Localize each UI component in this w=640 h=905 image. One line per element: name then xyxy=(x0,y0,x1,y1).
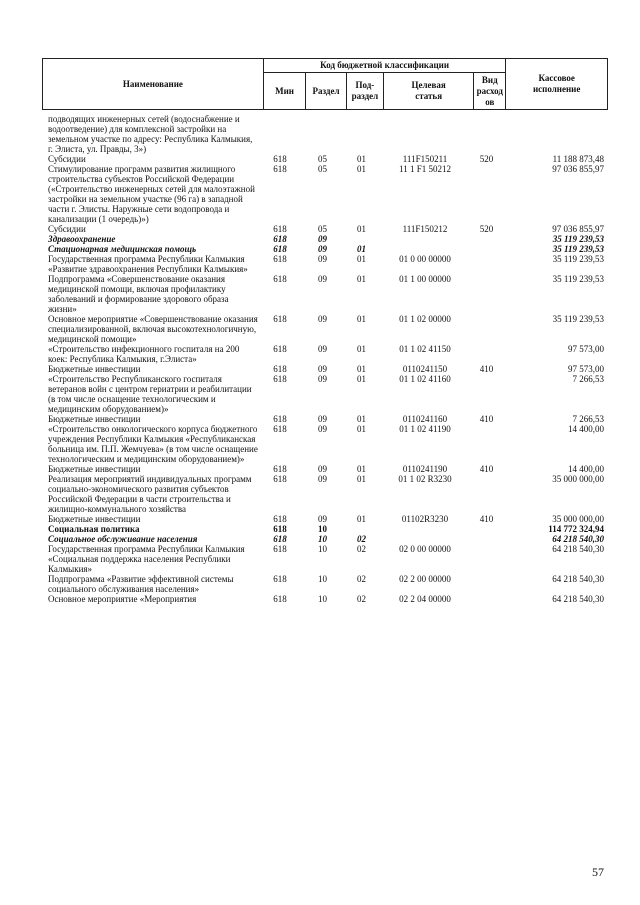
cell-sec: 09 xyxy=(318,414,327,424)
cell-sub: 01 xyxy=(357,464,366,474)
cell-name: Основное мероприятие «Мероприятия xyxy=(48,594,197,604)
cell-amt: 35 119 239,53 xyxy=(552,234,604,244)
table-row xyxy=(42,164,608,224)
cell-amt: 11 188 873,48 xyxy=(552,154,604,164)
header-amount: Кассовое исполнение xyxy=(506,59,608,110)
cell-min: 618 xyxy=(273,544,287,554)
cell-amt: 35 119 239,53 xyxy=(552,244,604,254)
cell-min: 618 xyxy=(273,424,287,434)
cell-sec: 09 xyxy=(318,274,327,284)
table-row xyxy=(42,374,608,414)
cell-name: Социальная политика xyxy=(48,524,140,534)
cell-tgt: 0110241150 xyxy=(402,364,448,374)
cell-tgt: 0110241160 xyxy=(402,414,448,424)
cell-amt: 35 119 239,53 xyxy=(552,254,604,264)
cell-name: «Строительство онкологического корпуса бюджетного учреждения Республики Калмыкия «Республиканская больница им. П.П. Жемчуева» (в том числе оснащение технологическим и медицинским оборудованием)» xyxy=(48,424,258,464)
cell-name: Бюджетные инвестиции xyxy=(48,464,141,474)
cell-amt: 64 218 540,30 xyxy=(552,594,604,604)
cell-tgt: 01102R3230 xyxy=(401,514,449,524)
cell-amt: 64 218 540,30 xyxy=(552,574,604,584)
cell-sub: 01 xyxy=(357,374,366,384)
cell-name: Субсидии xyxy=(48,154,86,164)
cell-min: 618 xyxy=(273,594,287,604)
cell-name: Реализация мероприятий индивидуальных программ социально-экономического развития субъектов Российской Федерации в части строительства и жилищно-коммунального хозяйства xyxy=(48,474,252,514)
cell-sec: 09 xyxy=(318,364,327,374)
header-min: Мин xyxy=(263,73,306,110)
table-row xyxy=(42,534,608,544)
cell-sec: 09 xyxy=(318,514,327,524)
cell-amt: 7 266,53 xyxy=(572,414,604,424)
cell-sec: 10 xyxy=(318,574,327,584)
cell-sec: 09 xyxy=(318,474,327,484)
table-row xyxy=(42,224,608,234)
cell-sub: 01 xyxy=(357,424,366,434)
cell-sub: 01 xyxy=(357,314,366,324)
cell-sub: 01 xyxy=(357,154,366,164)
cell-sec: 09 xyxy=(318,244,327,254)
cell-sec: 09 xyxy=(318,314,327,324)
table-row xyxy=(42,234,608,244)
cell-sub: 01 xyxy=(357,244,366,254)
table-row xyxy=(42,314,608,344)
cell-min: 618 xyxy=(273,234,287,244)
cell-exp: 520 xyxy=(479,154,494,164)
cell-min: 618 xyxy=(273,164,287,174)
cell-name: Государственная программа Республики Калмыкия «Социальная поддержка населения Республики Калмыкия» xyxy=(48,544,245,574)
cell-tgt: 01 1 02 00000 xyxy=(399,314,451,324)
header-name: Наименование xyxy=(43,59,264,110)
table-row xyxy=(42,254,608,274)
cell-sec: 09 xyxy=(318,374,327,384)
table-row xyxy=(42,344,608,364)
cell-sec: 05 xyxy=(318,164,327,174)
cell-amt: 97 036 855,97 xyxy=(552,164,604,174)
cell-name: Бюджетные инвестиции xyxy=(48,364,141,374)
cell-name: Бюджетные инвестиции xyxy=(48,514,141,524)
cell-name: Стимулирование программ развития жилищного строительства субъектов Российской Федерации («Строительство инженерных сетей для малоэтажной застройки на земельном участке (96 га) в западной части г. Элисты. Наружные сети водопровода и канализации (1 очередь)») xyxy=(48,164,255,224)
cell-sub: 01 xyxy=(357,164,366,174)
cell-exp: 410 xyxy=(479,364,494,374)
table-row xyxy=(42,594,608,604)
cell-min: 618 xyxy=(273,274,287,284)
table-row xyxy=(42,274,608,314)
table-row xyxy=(42,464,608,474)
cell-exp: 410 xyxy=(479,464,494,474)
cell-sub: 01 xyxy=(357,344,366,354)
cell-amt: 97 573,00 xyxy=(568,344,604,354)
cell-name: Подпрограмма «Совершенствование оказания медицинской помощи, включая профилактику заболеваний и формирование здорового образа жизни» xyxy=(48,274,229,314)
cell-sub: 02 xyxy=(357,594,366,604)
cell-tgt: 111F150211 xyxy=(402,154,448,164)
header-section: Раздел xyxy=(306,73,346,110)
cell-name: «Строительство Республиканского госпиталя ветеранов войн с центром гериатрии и реабилитации (в том числе оснащение технологическим и медицинским оборудованием)» xyxy=(48,374,252,414)
cell-tgt: 01 1 02 41190 xyxy=(399,424,451,434)
table-row xyxy=(42,544,608,574)
cell-min: 618 xyxy=(273,224,287,234)
cell-name: Стационарная медицинская помощь xyxy=(48,244,197,254)
cell-amt: 64 218 540,30 xyxy=(552,544,604,554)
cell-sec: 09 xyxy=(318,234,327,244)
cell-sub: 01 xyxy=(357,364,366,374)
cell-sec: 10 xyxy=(318,594,327,604)
cell-sub: 02 xyxy=(357,544,366,554)
cell-min: 618 xyxy=(273,574,287,584)
cell-sub: 01 xyxy=(357,254,366,264)
cell-amt: 114 772 324,94 xyxy=(548,524,604,534)
cell-amt: 14 400,00 xyxy=(568,424,604,434)
cell-sec: 09 xyxy=(318,344,327,354)
table-row xyxy=(42,424,608,464)
cell-sub: 01 xyxy=(357,414,366,424)
cell-sec: 09 xyxy=(318,254,327,264)
cell-exp: 520 xyxy=(479,224,494,234)
cell-name: Здравоохранение xyxy=(48,234,116,244)
table-row xyxy=(42,524,608,534)
cell-min: 618 xyxy=(273,154,287,164)
cell-amt: 97 036 855,97 xyxy=(552,224,604,234)
table-body xyxy=(42,114,608,604)
cell-min: 618 xyxy=(273,534,287,544)
cell-amt: 35 119 239,53 xyxy=(552,274,604,284)
cell-sec: 10 xyxy=(318,544,327,554)
cell-min: 618 xyxy=(273,374,287,384)
cell-tgt: 02 2 00 00000 xyxy=(399,574,451,584)
page-number: 57 xyxy=(592,865,604,879)
cell-sec: 05 xyxy=(318,224,327,234)
cell-tgt: 0110241190 xyxy=(402,464,448,474)
cell-amt: 35 000 000,00 xyxy=(552,514,604,524)
table-row xyxy=(42,474,608,514)
cell-tgt: 11 1 F1 50212 xyxy=(399,164,451,174)
cell-min: 618 xyxy=(273,524,287,534)
table-row xyxy=(42,574,608,594)
cell-name: подводящих инженерных сетей (водоснабжение и водоотведение) для комплексной застройки на земельном участке по адресу: Республика Калмыкия, г. Элиста, ул. Правды, 3») xyxy=(48,114,253,154)
cell-min: 618 xyxy=(273,514,287,524)
cell-exp: 410 xyxy=(479,414,494,424)
cell-name: Субсидии xyxy=(48,224,86,234)
cell-sec: 10 xyxy=(318,534,327,544)
cell-amt: 35 119 239,53 xyxy=(552,314,604,324)
table-header xyxy=(42,58,608,110)
cell-tgt: 01 0 00 00000 xyxy=(399,254,451,264)
cell-amt: 64 218 540,30 xyxy=(552,534,604,544)
cell-tgt: 01 1 00 00000 xyxy=(399,274,451,284)
header-exp-type: Вид расход ов xyxy=(474,73,506,110)
cell-tgt: 02 0 00 00000 xyxy=(399,544,451,554)
cell-min: 618 xyxy=(273,414,287,424)
cell-tgt: 01 1 02 41150 xyxy=(399,344,451,354)
cell-sub: 02 xyxy=(357,574,366,584)
table-row xyxy=(42,154,608,164)
cell-min: 618 xyxy=(273,364,287,374)
cell-sub: 01 xyxy=(357,474,366,484)
cell-amt: 7 266,53 xyxy=(572,374,604,384)
cell-min: 618 xyxy=(273,254,287,264)
cell-amt: 14 400,00 xyxy=(568,464,604,474)
table-row xyxy=(42,414,608,424)
cell-name: Бюджетные инвестиции xyxy=(48,414,141,424)
cell-amt: 97 573,00 xyxy=(568,364,604,374)
cell-tgt: 111F150212 xyxy=(402,224,448,234)
cell-tgt: 02 2 04 00000 xyxy=(399,594,451,604)
cell-sec: 09 xyxy=(318,424,327,434)
cell-name: «Строительство инфекционного госпиталя на 200 коек: Республика Калмыкия, г.Элиста» xyxy=(48,344,240,364)
cell-sec: 10 xyxy=(318,524,327,534)
cell-tgt: 01 1 02 41160 xyxy=(399,374,451,384)
cell-tgt: 01 1 02 R3230 xyxy=(398,474,452,484)
cell-amt: 35 000 000,00 xyxy=(552,474,604,484)
table-row xyxy=(42,514,608,524)
cell-name: Социальное обслуживание населения xyxy=(48,534,198,544)
cell-name: Основное мероприятие «Совершенствование оказания специализированной, включая высокотехнологичную, медицинской помощи» xyxy=(48,314,258,344)
cell-sub: 01 xyxy=(357,274,366,284)
table-row xyxy=(42,114,608,154)
cell-sec: 09 xyxy=(318,464,327,474)
table-row xyxy=(42,244,608,254)
cell-sec: 05 xyxy=(318,154,327,164)
cell-min: 618 xyxy=(273,344,287,354)
cell-sub: 02 xyxy=(357,534,366,544)
cell-min: 618 xyxy=(273,464,287,474)
cell-min: 618 xyxy=(273,474,287,484)
cell-name: Подпрограмма «Развитие эффективной системы социального обслуживания населения» xyxy=(48,574,234,594)
header-target: Целевая статья xyxy=(384,73,474,110)
header-subsection: Под- раздел xyxy=(346,73,383,110)
cell-exp: 410 xyxy=(479,514,494,524)
cell-name: Государственная программа Республики Калмыкия «Развитие здравоохранения Республики Калмыкия» xyxy=(48,254,248,274)
table-row xyxy=(42,364,608,374)
header-code-group: Код бюджетной классификации xyxy=(263,59,506,73)
cell-sub: 01 xyxy=(357,514,366,524)
cell-sub: 01 xyxy=(357,224,366,234)
cell-min: 618 xyxy=(273,314,287,324)
cell-min: 618 xyxy=(273,244,287,254)
